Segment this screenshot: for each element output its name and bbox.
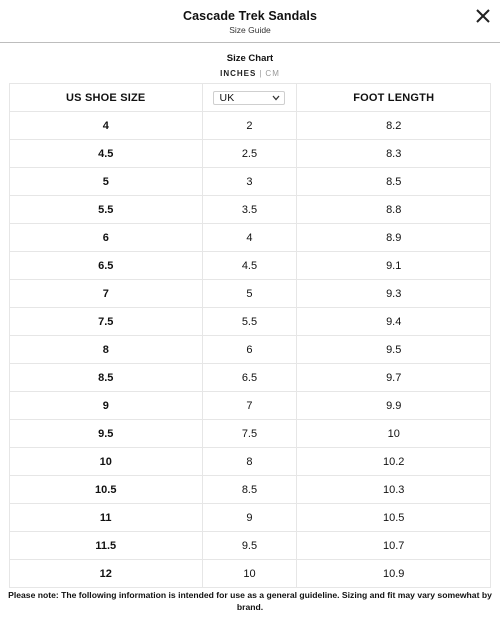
foot-length-cell: 9.5: [297, 336, 491, 364]
foot-length-cell: 8.9: [297, 224, 491, 252]
unit-toggle: [0, 69, 500, 78]
foot-length-cell: 8.3: [297, 140, 491, 168]
region-select-value: UK: [219, 91, 235, 104]
foot-length-cell: 10.9: [297, 560, 491, 588]
uk-size-cell: 4: [202, 224, 297, 252]
unit-separator: |: [259, 69, 263, 78]
table-header-row: [10, 84, 491, 112]
table-row: [10, 364, 491, 392]
uk-size-cell: 5.5: [202, 308, 297, 336]
uk-size-cell: 2.5: [202, 140, 297, 168]
product-title: Cascade Trek Sandals: [182, 9, 318, 23]
table-row: [10, 448, 491, 476]
disclaimer-note: Please note: The following information is intended for use as a general guideline. Sizing and fit may vary somewhat by brand.: [8, 590, 492, 612]
us-size-cell: 4: [10, 112, 203, 140]
us-size-cell: 10: [10, 448, 203, 476]
table-row: [10, 560, 491, 588]
uk-size-cell: 9: [202, 504, 297, 532]
us-size-cell: 10.5: [10, 476, 203, 504]
size-rows: [10, 112, 491, 588]
table-row: [10, 504, 491, 532]
foot-length-header: FOOT LENGTH: [297, 84, 491, 112]
table-row: [10, 112, 491, 140]
us-size-cell: 5.5: [10, 196, 203, 224]
us-size-cell: 4.5: [10, 140, 203, 168]
uk-size-cell: 9.5: [202, 532, 297, 560]
uk-size-cell: 7: [202, 392, 297, 420]
table-row: [10, 476, 491, 504]
us-size-cell: 11.5: [10, 532, 203, 560]
foot-length-cell: 10.2: [297, 448, 491, 476]
unit-cm-option[interactable]: CM: [265, 69, 280, 78]
uk-size-cell: 8: [202, 448, 297, 476]
table-row: [10, 392, 491, 420]
us-size-cell: 12: [10, 560, 203, 588]
table-row: [10, 308, 491, 336]
table-row: [10, 336, 491, 364]
foot-length-cell: 8.8: [297, 196, 491, 224]
us-size-cell: 8: [10, 336, 203, 364]
foot-length-cell: 10.5: [297, 504, 491, 532]
size-chart-title: Size Chart: [226, 53, 274, 64]
us-size-cell: 7: [10, 280, 203, 308]
chevron-down-icon: [272, 95, 280, 101]
us-size-cell: 8.5: [10, 364, 203, 392]
us-size-header: US SHOE SIZE: [10, 84, 203, 112]
us-size-cell: 6: [10, 224, 203, 252]
table-row: [10, 168, 491, 196]
table-row: [10, 532, 491, 560]
uk-size-cell: 10: [202, 560, 297, 588]
foot-length-cell: 9.1: [297, 252, 491, 280]
foot-length-cell: 9.7: [297, 364, 491, 392]
uk-size-cell: 6: [202, 336, 297, 364]
table-row: [10, 224, 491, 252]
foot-length-cell: 9.3: [297, 280, 491, 308]
us-size-cell: 9: [10, 392, 203, 420]
us-size-cell: 6.5: [10, 252, 203, 280]
size-chart-table: [9, 83, 491, 588]
uk-size-cell: 7.5: [202, 420, 297, 448]
foot-length-cell: 10.7: [297, 532, 491, 560]
us-size-cell: 5: [10, 168, 203, 196]
uk-size-cell: 5: [202, 280, 297, 308]
foot-length-cell: 8.2: [297, 112, 491, 140]
region-header: [202, 84, 297, 112]
us-size-cell: 7.5: [10, 308, 203, 336]
foot-length-cell: 9.4: [297, 308, 491, 336]
table-row: [10, 280, 491, 308]
unit-inches-option[interactable]: INCHES: [220, 69, 257, 78]
uk-size-cell: 3.5: [202, 196, 297, 224]
uk-size-cell: 6.5: [202, 364, 297, 392]
uk-size-cell: 4.5: [202, 252, 297, 280]
us-size-cell: 11: [10, 504, 203, 532]
modal-header: [0, 0, 500, 43]
foot-length-cell: 10.3: [297, 476, 491, 504]
foot-length-cell: 8.5: [297, 168, 491, 196]
uk-size-cell: 3: [202, 168, 297, 196]
table-row: [10, 252, 491, 280]
table-row: [10, 196, 491, 224]
foot-length-cell: 10: [297, 420, 491, 448]
table-row: [10, 420, 491, 448]
modal-subtitle: Size Guide: [229, 25, 271, 35]
table-row: [10, 140, 491, 168]
foot-length-cell: 9.9: [297, 392, 491, 420]
size-chart-heading: [0, 53, 500, 78]
uk-size-cell: 8.5: [202, 476, 297, 504]
us-size-cell: 9.5: [10, 420, 203, 448]
close-icon: [475, 8, 491, 24]
uk-size-cell: 2: [202, 112, 297, 140]
close-button[interactable]: [475, 8, 491, 24]
region-select[interactable]: [213, 91, 285, 105]
